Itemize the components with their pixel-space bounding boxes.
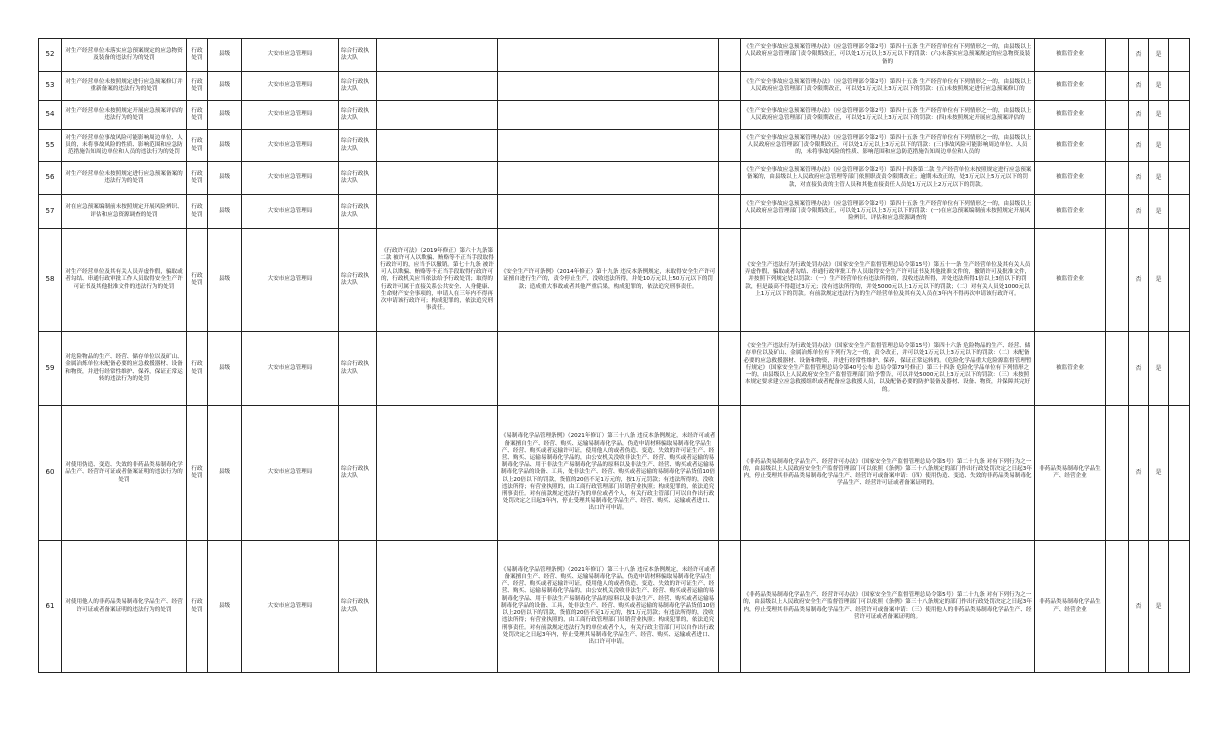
cell-c13: 是 bbox=[1149, 541, 1169, 673]
table-row bbox=[39, 39, 1190, 72]
cell-law2 bbox=[498, 332, 719, 406]
cell-c12: 否 bbox=[1129, 162, 1149, 195]
empty-cell bbox=[1169, 195, 1190, 229]
cell-dept: 大安市应急管理局 bbox=[242, 406, 339, 541]
cell-no: 55 bbox=[39, 130, 62, 162]
cell-level: 县级 bbox=[208, 195, 242, 229]
empty-cell bbox=[1169, 162, 1190, 195]
cell-level: 县级 bbox=[208, 406, 242, 541]
cell-c11 bbox=[1106, 162, 1129, 195]
cell-law3: 《生产安全事故应急预案管理办法》（应急管理部令第2号）第四十五条 生产经营单位有下列情形之一的，由县级以上人民政府应急管理部门责令限期改正，可以处1万元以上3万元以下的罚款：(四)未按照规定开展应急预案评估的 bbox=[741, 101, 1035, 130]
cell-no: 59 bbox=[39, 332, 62, 406]
cell-type: 行政处罚 bbox=[187, 162, 208, 195]
cell-law2 bbox=[498, 130, 719, 162]
cell-subject: 被监管企业 bbox=[1035, 101, 1106, 130]
empty-cell bbox=[1169, 332, 1190, 406]
cell-c13: 是 bbox=[1149, 195, 1169, 229]
empty-cell bbox=[1169, 541, 1190, 673]
table-row bbox=[39, 72, 1190, 101]
empty-cell bbox=[1169, 72, 1190, 101]
cell-law2: 《易制毒化学品管理条例》（2021年修订）第三十八条 违反本条例规定，未经许可或者备案擅自生产、经营、购买、运输易制毒化学品，伪造申请材料骗取易制毒化学品生产、经营、购买或者运输许可证，使用他人的或者伪造、变造、失效的许可证生产、经营、购买、运输易制毒化学品的，由公安机关没收非法生产、经营、购买或者运输的易制毒化学品、用于非法生产易制毒化学品的原料以及非法生产、经营、购买或者运输易制毒化学品的设备、工具，处非法生产、经营、购买或者运输的易制毒化学品货值10倍以上20倍以下的罚款，货值的20倍不足1万元的，按1万元罚款；有违法所得的，没收违法所得；有营业执照的，由工商行政管理部门吊销营业执照；构成犯罪的，依法追究刑事责任。对有前款规定违法行为的单位或者个人，有关行政主管部门可以自作出行政处罚决定之日起3年内，停止受理其易制毒化学品生产、经营、购买、运输或者进口、出口许可申请。 bbox=[498, 541, 719, 673]
cell-no: 58 bbox=[39, 229, 62, 332]
table-row bbox=[39, 541, 1190, 673]
cell-unit: 综合行政执法大队 bbox=[339, 130, 377, 162]
empty-cell bbox=[719, 541, 741, 673]
cell-name: 对使用伪造、变造、失效的非药品类易制毒化学品生产、经营许可证或者备案证明的违法行为的处罚 bbox=[62, 406, 187, 541]
cell-c13: 是 bbox=[1149, 101, 1169, 130]
cell-no: 60 bbox=[39, 406, 62, 541]
cell-law3: 《生产安全事故应急预案管理办法》（应急管理部令第2号）第四十五条 生产经营单位有下列情形之一的，由县级以上人民政府应急管理部门责令限期改正，可以处1万元以上3万元以下的罚款：(六)未落实应急预案规定的应急物资及装备的 bbox=[741, 39, 1035, 72]
empty-cell bbox=[719, 130, 741, 162]
cell-law2: 《安全生产许可条例》（2014年修正）第十九条 违反本条例规定，未取得安全生产许可证擅自进行生产的，责令停止生产，没收违法所得，并处10万元以上50万元以下的罚款；造成重大事故或者其他严重后果，构成犯罪的，依法追究刑事责任。 bbox=[498, 229, 719, 332]
cell-type: 行政处罚 bbox=[187, 332, 208, 406]
cell-dept: 大安市应急管理局 bbox=[242, 332, 339, 406]
cell-type: 行政处罚 bbox=[187, 229, 208, 332]
cell-unit: 综合行政执法大队 bbox=[339, 229, 377, 332]
cell-law3: 《生产安全事故应急预案管理办法》（应急管理部令第2号）第四十四条第二款 生产经营单位未按照规定进行应急预案备案的，由县级以上人民政府应急管理等部门依照职责责令限期改正；逾期未改正的，处3万元以上5万元以下的罚款，对直接负责的主管人员和其他直接责任人员处1万元以上2万元以下的罚款。 bbox=[741, 162, 1035, 195]
cell-c12: 否 bbox=[1129, 101, 1149, 130]
cell-c11 bbox=[1106, 195, 1129, 229]
cell-c13: 是 bbox=[1149, 162, 1169, 195]
cell-c13: 是 bbox=[1149, 332, 1169, 406]
cell-unit: 综合行政执法大队 bbox=[339, 195, 377, 229]
empty-cell bbox=[719, 195, 741, 229]
cell-type: 行政处罚 bbox=[187, 541, 208, 673]
cell-c11 bbox=[1106, 39, 1129, 72]
cell-unit: 综合行政执法大队 bbox=[339, 72, 377, 101]
cell-c12: 否 bbox=[1129, 72, 1149, 101]
empty-cell bbox=[719, 162, 741, 195]
cell-c11 bbox=[1106, 229, 1129, 332]
table-row bbox=[39, 162, 1190, 195]
cell-level: 县级 bbox=[208, 541, 242, 673]
cell-subject: 非药品类易制毒化学品生产、经营企业 bbox=[1035, 406, 1106, 541]
cell-law2: 《易制毒化学品管理条例》（2021年修订）第三十八条 违反本条例规定，未经许可或者备案擅自生产、经营、购买、运输易制毒化学品，伪造申请材料骗取易制毒化学品生产、经营、购买或者运输许可证，使用他人的或者伪造、变造、失效的许可证生产、经营、购买、运输易制毒化学品的，由公安机关没收非法生产、经营、购买或者运输的易制毒化学品、用于非法生产易制毒化学品的原料以及非法生产、经营、购买或者运输易制毒化学品的设备、工具，处非法生产、经营、购买或者运输的易制毒化学品货值10倍以上20倍以下的罚款，货值的20倍不足1万元的，按1万元罚款；有违法所得的，没收违法所得；有营业执照的，由工商行政管理部门吊销营业执照；构成犯罪的，依法追究刑事责任。对有前款规定违法行为的单位或者个人，有关行政主管部门可以自作出行政处罚决定之日起3年内，停止受理其易制毒化学品生产、经营、购买、运输或者进口、出口许可申请。 bbox=[498, 406, 719, 541]
cell-subject: 被监管企业 bbox=[1035, 39, 1106, 72]
cell-law1 bbox=[377, 406, 498, 541]
cell-level: 县级 bbox=[208, 72, 242, 101]
cell-level: 县级 bbox=[208, 130, 242, 162]
cell-unit: 综合行政执法大队 bbox=[339, 39, 377, 72]
cell-name: 对使用他人的非药品类易制毒化学品生产、经营许可证或者备案证明的违法行为的处罚 bbox=[62, 541, 187, 673]
cell-law3: 《生产安全事故应急预案管理办法》（应急管理部令第2号）第四十五条 生产经营单位有下列情形之一的，由县级以上人民政府应急管理部门责令限期改正，可以处1万元以上3万元以下的罚款：(一)在应急预案编制前未按照规定开展风险辨识、评估和应急资源调查的 bbox=[741, 195, 1035, 229]
cell-dept: 大安市应急管理局 bbox=[242, 541, 339, 673]
cell-name: 对生产经营单位未按照规定开展应急预案评估的违法行为的处罚 bbox=[62, 101, 187, 130]
cell-law3: 《安全生产违法行为行政处罚办法》（国家安全生产监督管理总局令第15号）第五十一条 生产经营单位及其有关人员弄虚作假，骗取或者勾结、串通行政审批工作人员取得安全生产许可证书及其他批准文件的，撤销许可及批准文件，并按照下列规定处以罚款：（一）生产经营单位有违法所得的，没收违法所得，并处违法所得1倍以上3倍以下的罚款，但是最高不得超过3万元；没有违法所得的，并处5000元以上1万元以下的罚款；（二）对有关人员处1000元以上1万元以下的罚款。有前款规定违法行为的生产经营单位及其有关人员在3年内不得再次申请该行政许可。 bbox=[741, 229, 1035, 332]
table-row bbox=[39, 406, 1190, 541]
empty-cell bbox=[1169, 39, 1190, 72]
cell-name: 对生产经营单位事故风险可能影响周边单位、人员的，未将事故风险的性质、影响范围和应急防范措施告知周边单位和人员的违法行为的处罚 bbox=[62, 130, 187, 162]
cell-c13: 是 bbox=[1149, 39, 1169, 72]
cell-subject: 被监管企业 bbox=[1035, 332, 1106, 406]
cell-level: 县级 bbox=[208, 229, 242, 332]
cell-type: 行政处罚 bbox=[187, 130, 208, 162]
cell-dept: 大安市应急管理局 bbox=[242, 162, 339, 195]
empty-cell bbox=[1169, 406, 1190, 541]
cell-c11 bbox=[1106, 101, 1129, 130]
cell-name: 对生产经营单位及其有关人员弄虚作假，骗取或者勾结、串通行政审批工作人员取得安全生产许可证书及其他批准文件的违法行为的处罚 bbox=[62, 229, 187, 332]
cell-name: 对在应急预案编制前未按照规定开展风险辨识、评估和应急资源调查的处罚 bbox=[62, 195, 187, 229]
empty-cell bbox=[719, 101, 741, 130]
cell-no: 57 bbox=[39, 195, 62, 229]
cell-dept: 大安市应急管理局 bbox=[242, 229, 339, 332]
cell-no: 52 bbox=[39, 39, 62, 72]
cell-dept: 大安市应急管理局 bbox=[242, 195, 339, 229]
power-list-table-sheet bbox=[38, 38, 1189, 673]
cell-no: 56 bbox=[39, 162, 62, 195]
cell-type: 行政处罚 bbox=[187, 101, 208, 130]
cell-law3: 《非药品类易制毒化学品生产、经营许可办法》（国家安全生产监督管理总局令第5号）第二十九条 对有下列行为之一的，由县级以上人民政府安全生产监督管理部门可以依照《条例》第三十八条规定的部门作出行政处罚决定之日起3年内，停止受理其非药品类易制毒化学品生产、经营许可或备案申请：（三）使用他人的非药品类易制毒化学品生产、经营许可证或者备案证明的。 bbox=[741, 541, 1035, 673]
cell-name: 对危险物品的生产、经营、储存单位以及矿山、金属冶炼单位未配备必要的应急救援器材、设备和物资，并进行经常性维护、保养，保证正常运转的违法行为的处罚 bbox=[62, 332, 187, 406]
cell-c11 bbox=[1106, 541, 1129, 673]
cell-c11 bbox=[1106, 332, 1129, 406]
cell-c11 bbox=[1106, 72, 1129, 101]
cell-subject: 被监管企业 bbox=[1035, 162, 1106, 195]
cell-c13: 是 bbox=[1149, 130, 1169, 162]
cell-name: 对生产经营单位未按照规定进行应急预案备案的违法行为的处罚 bbox=[62, 162, 187, 195]
cell-law2 bbox=[498, 162, 719, 195]
table-row bbox=[39, 130, 1190, 162]
cell-dept: 大安市应急管理局 bbox=[242, 130, 339, 162]
table-row bbox=[39, 229, 1190, 332]
cell-c12: 否 bbox=[1129, 195, 1149, 229]
cell-name: 对生产经营单位未按照规定进行应急预案修订并重新备案的违法行为的处罚 bbox=[62, 72, 187, 101]
cell-law1 bbox=[377, 101, 498, 130]
empty-cell bbox=[719, 229, 741, 332]
cell-no: 53 bbox=[39, 72, 62, 101]
cell-type: 行政处罚 bbox=[187, 39, 208, 72]
cell-c12: 否 bbox=[1129, 332, 1149, 406]
cell-dept: 大安市应急管理局 bbox=[242, 39, 339, 72]
cell-type: 行政处罚 bbox=[187, 195, 208, 229]
cell-law2 bbox=[498, 72, 719, 101]
empty-cell bbox=[1169, 130, 1190, 162]
cell-subject: 被监管企业 bbox=[1035, 229, 1106, 332]
empty-cell bbox=[719, 72, 741, 101]
cell-level: 县级 bbox=[208, 39, 242, 72]
cell-unit: 综合行政执法大队 bbox=[339, 101, 377, 130]
cell-law3: 《生产安全事故应急预案管理办法》（应急管理部令第2号）第四十五条 生产经营单位有下列情形之一的，由县级以上人民政府应急管理部门责令限期改正，可以处1万元以上3万元以下的罚款：(五)未按照规定进行应急预案修订的 bbox=[741, 72, 1035, 101]
cell-subject: 被监管企业 bbox=[1035, 130, 1106, 162]
cell-c12: 否 bbox=[1129, 406, 1149, 541]
cell-subject: 非药品类易制毒化学品生产、经营企业 bbox=[1035, 541, 1106, 673]
cell-c12: 否 bbox=[1129, 39, 1149, 72]
cell-law2 bbox=[498, 101, 719, 130]
cell-c12: 否 bbox=[1129, 229, 1149, 332]
cell-unit: 综合行政执法大队 bbox=[339, 406, 377, 541]
cell-law2 bbox=[498, 39, 719, 72]
table-row bbox=[39, 101, 1190, 130]
administrative-penalty-table bbox=[38, 38, 1190, 673]
cell-name: 对生产经营单位未落实应急预案规定的应急物资及装备的违法行为的处罚 bbox=[62, 39, 187, 72]
cell-c11 bbox=[1106, 406, 1129, 541]
cell-dept: 大安市应急管理局 bbox=[242, 72, 339, 101]
cell-subject: 被监管企业 bbox=[1035, 195, 1106, 229]
cell-unit: 综合行政执法大队 bbox=[339, 332, 377, 406]
cell-law1 bbox=[377, 332, 498, 406]
cell-no: 54 bbox=[39, 101, 62, 130]
cell-law1 bbox=[377, 130, 498, 162]
cell-type: 行政处罚 bbox=[187, 406, 208, 541]
cell-unit: 综合行政执法大队 bbox=[339, 541, 377, 673]
cell-c12: 否 bbox=[1129, 541, 1149, 673]
cell-c11 bbox=[1106, 130, 1129, 162]
cell-no: 61 bbox=[39, 541, 62, 673]
cell-c13: 是 bbox=[1149, 406, 1169, 541]
table-row bbox=[39, 332, 1190, 406]
cell-unit: 综合行政执法大队 bbox=[339, 162, 377, 195]
cell-law3: 《安全生产违法行为行政处罚办法》（国家安全生产监督管理总局令第15号）第四十六条 危险物品的生产、经营、储存单位以及矿山、金属冶炼单位有下列行为之一的，责令改正，并可以处1万元以上3万元以下的罚款：（二）未配备必要的应急救援器材、设备和物资，并进行经常性维护、保养，保证正常运转的。《危险化学品重大危险源监督管理暂行规定》（国家安全生产监督管理总局令第40号公布 总局令第79号修正）第三十四条 危险化学品单位有下列情形之一的，由县级以上人民政府安全生产监督管理部门给予警告，可以并处5000元以上3万元以下的罚款：（三）未按照本规定要求建立应急救援组织或者配备应急救援人员，以及配备必要的防护装备及器材、设备、物资，并保障其完好的。 bbox=[741, 332, 1035, 406]
empty-cell bbox=[1169, 101, 1190, 130]
table-body bbox=[39, 39, 1190, 673]
cell-c13: 是 bbox=[1149, 72, 1169, 101]
cell-law1: 《行政许可法》（2019年修正）第六十九条第二款 被许可人以欺骗、贿赂等不正当手段取得行政许可的，应当予以撤销。第七十九条 被许可人以欺骗、贿赂等不正当手段取得行政许可的，行政机关应当依法给予行政处罚；取得的行政许可属于直接关系公共安全、人身健康、生命财产安全事项的，申请人在三年内不得再次申请该行政许可；构成犯罪的，依法追究刑事责任。 bbox=[377, 229, 498, 332]
cell-subject: 被监管企业 bbox=[1035, 72, 1106, 101]
cell-law3: 《非药品类易制毒化学品生产、经营许可办法》（国家安全生产监督管理总局令第5号）第二十九条 对有下列行为之一的，由县级以上人民政府安全生产监督管理部门可以依照《条例》第三十八条规定的部门作出行政处罚决定之日起3年内，停止受理其非药品类易制毒化学品生产、经营许可或备案申请：（四）使用伪造、变造、失效的非药品类易制毒化学品生产、经营许可证或者备案证明的。 bbox=[741, 406, 1035, 541]
cell-law1 bbox=[377, 195, 498, 229]
empty-cell bbox=[1169, 229, 1190, 332]
cell-level: 县级 bbox=[208, 332, 242, 406]
empty-cell bbox=[719, 332, 741, 406]
cell-level: 县级 bbox=[208, 162, 242, 195]
cell-level: 县级 bbox=[208, 101, 242, 130]
cell-law1 bbox=[377, 541, 498, 673]
cell-law2 bbox=[498, 195, 719, 229]
cell-law1 bbox=[377, 39, 498, 72]
cell-law1 bbox=[377, 162, 498, 195]
table-row bbox=[39, 195, 1190, 229]
cell-dept: 大安市应急管理局 bbox=[242, 101, 339, 130]
cell-law3: 《生产安全事故应急预案管理办法》（应急管理部令第2号）第四十五条 生产经营单位有下列情形之一的，由县级以上人民政府应急管理部门责令限期改正，可以处1万元以上3万元以下的罚款：(三)事故风险可能影响周边单位、人员的，未将事故风险的性质、影响范围和应急防范措施告知周边单位和人员的 bbox=[741, 130, 1035, 162]
cell-law1 bbox=[377, 72, 498, 101]
cell-c13: 是 bbox=[1149, 229, 1169, 332]
cell-c12: 否 bbox=[1129, 130, 1149, 162]
empty-cell bbox=[719, 406, 741, 541]
empty-cell bbox=[719, 39, 741, 72]
cell-type: 行政处罚 bbox=[187, 72, 208, 101]
